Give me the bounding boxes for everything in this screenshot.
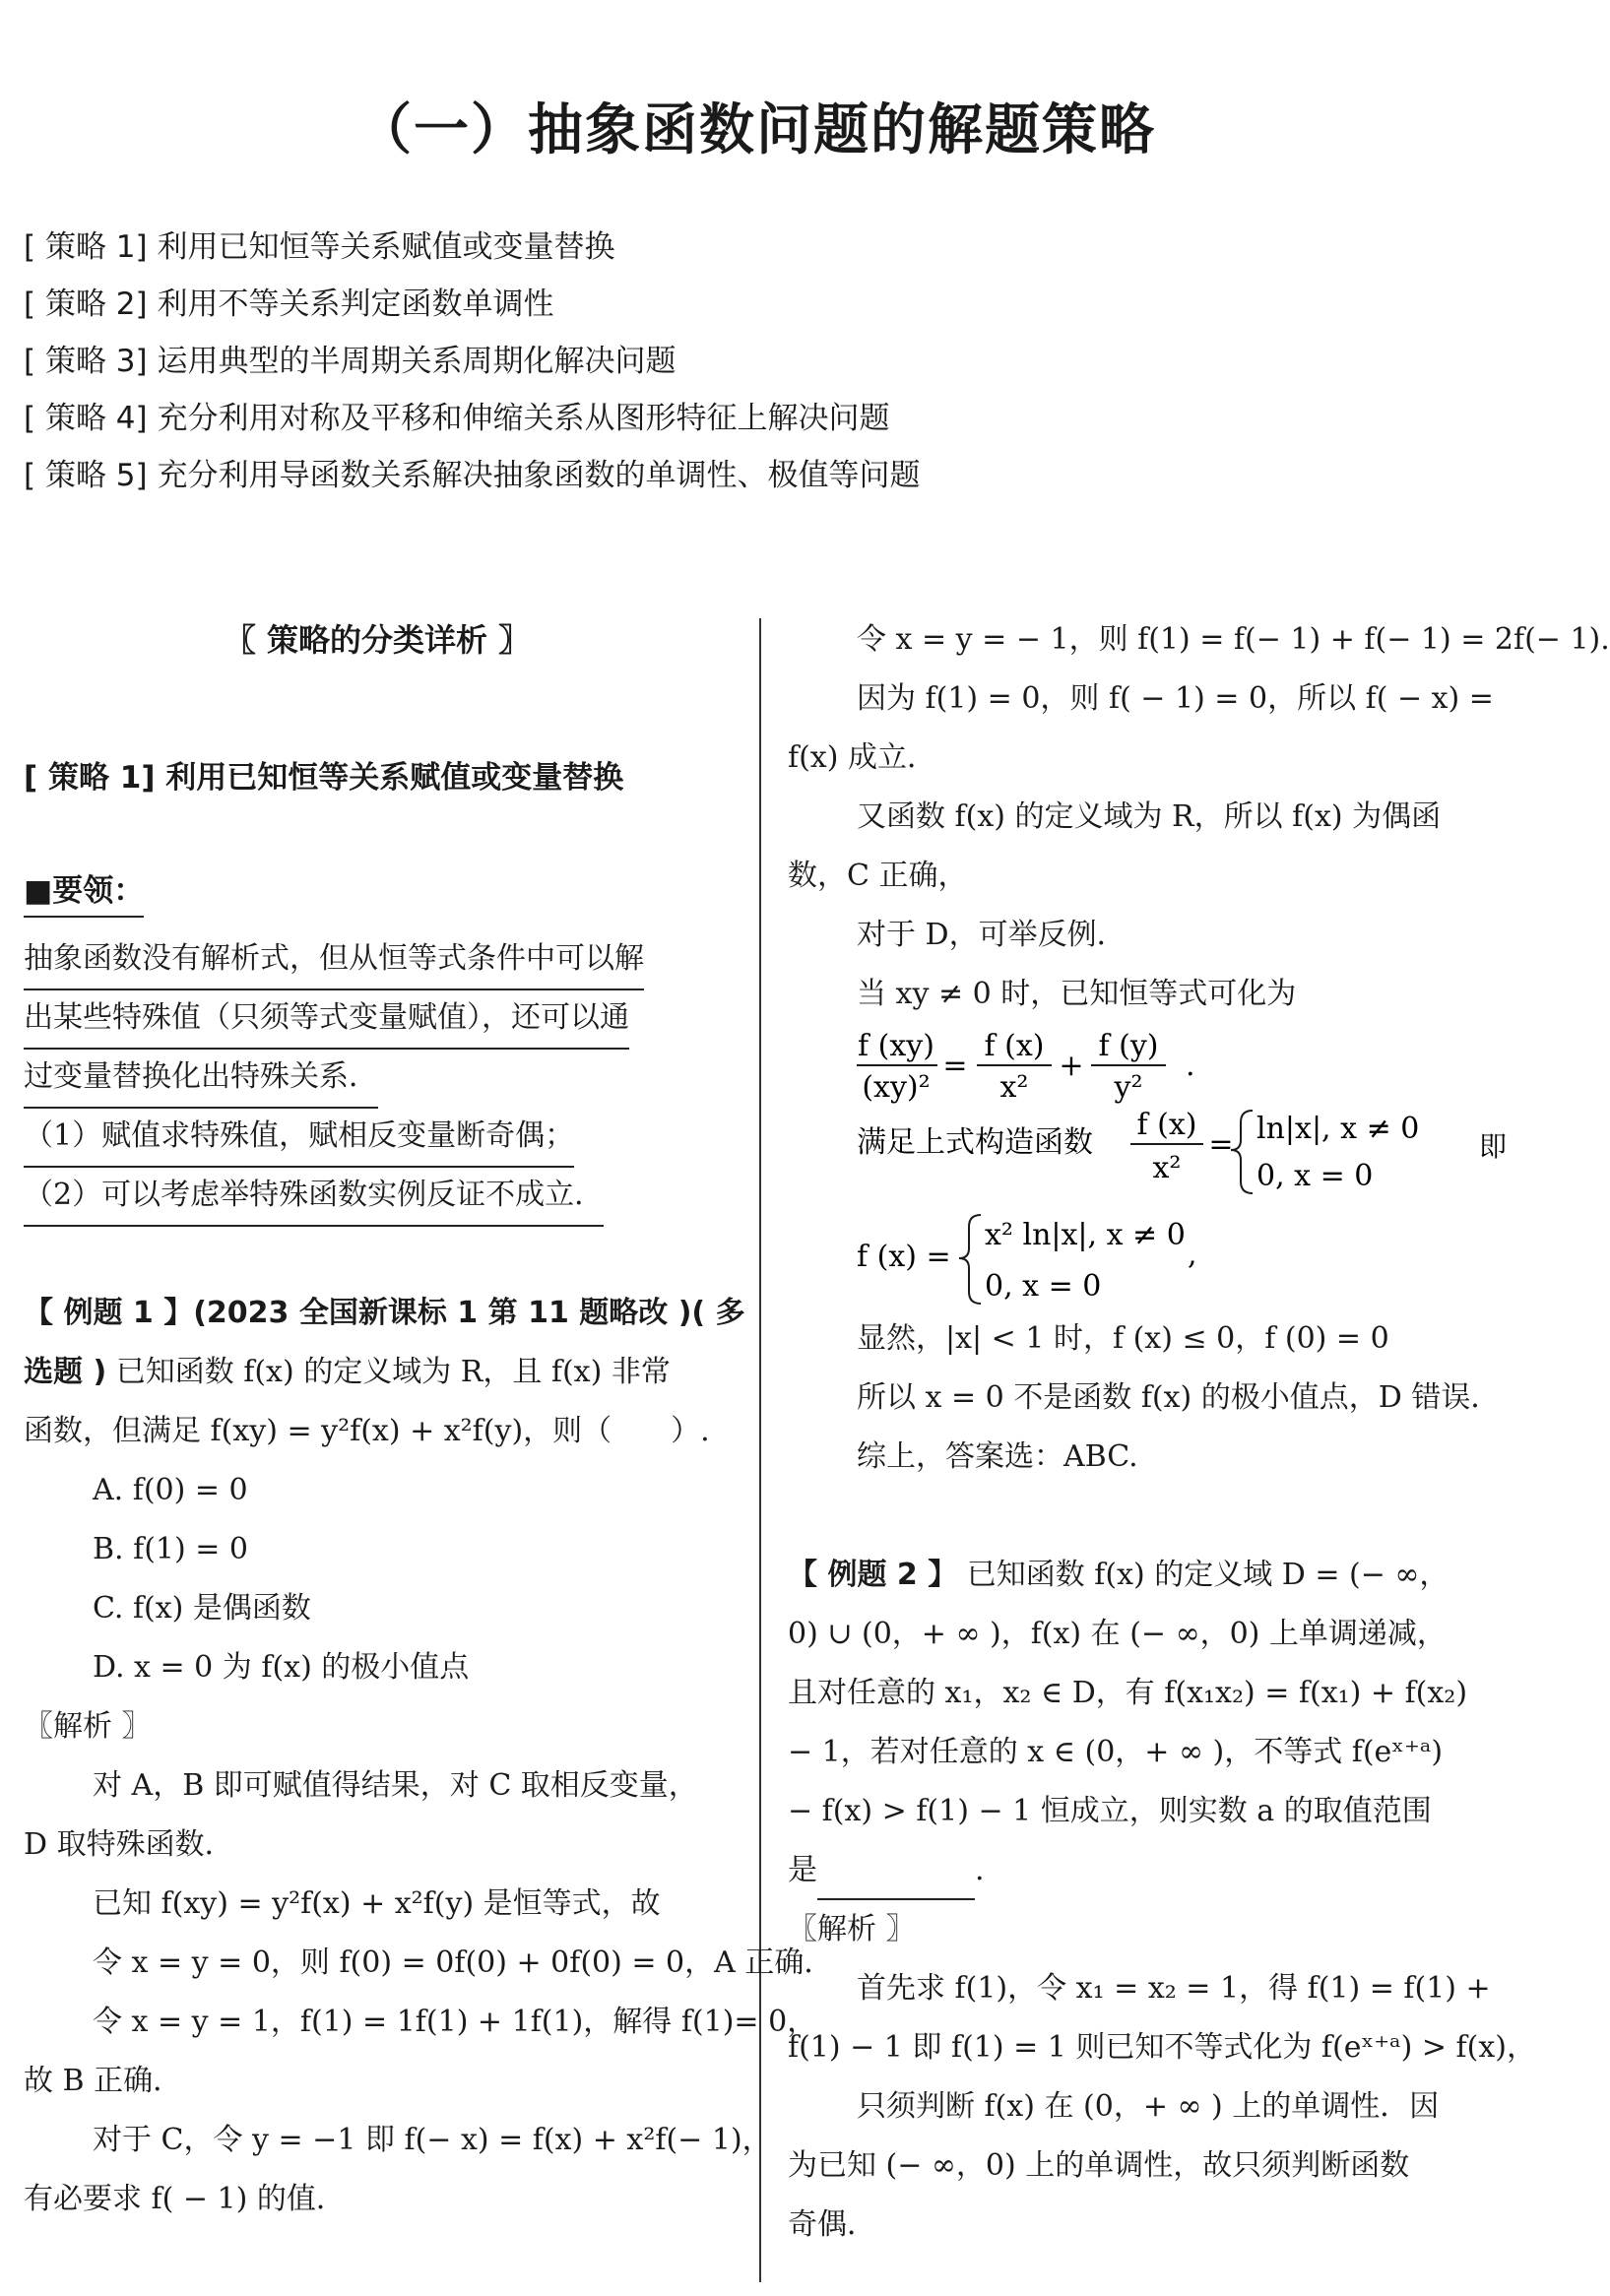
f-definition-formula: [857, 1205, 1564, 1309]
example2-line: [788, 1546, 1495, 1605]
piece-case-2: 0, x = 0: [1256, 1159, 1374, 1193]
key-point-line: 出某些特殊值（只须等式变量赋值），还可以通: [24, 989, 629, 1050]
f-def-lhs: f (x) =: [857, 1240, 951, 1274]
example1-line: [24, 1343, 731, 1402]
analysis-line: 令 x = y = 1，f(1) = 1f(1) + 1f(1)，解得 f(1)= 0，: [93, 2005, 817, 2039]
strategy-list: [24, 219, 920, 504]
left-brace: [1231, 1111, 1253, 1193]
choice-c: C. f(x) 是偶函数: [93, 1591, 311, 1626]
analysis-label: 〖解析 〗: [24, 1709, 152, 1744]
example2-text: 已知函数 f(x) 的定义域 D = (− ∞，: [957, 1558, 1449, 1592]
solution-line: 显然，|x| < 1 时，f (x) ≤ 0，f (0) = 0: [857, 1321, 1389, 1356]
analysis-label: 〖解析 〗: [788, 1912, 916, 1946]
strategy-item: [ 策略 4] 充分利用对称及平移和伸缩关系从图形特征上解决问题: [24, 401, 890, 436]
example1-label: 【 例题 1 】(2023 全国新课标 1 第 11 题略改 )( 多: [24, 1296, 745, 1330]
example1-label-cont: 选题 ): [24, 1355, 107, 1389]
analysis-line: 已知 f(xy) = y²f(x) + x²f(y) 是恒等式，故: [93, 1886, 661, 1921]
example2-line: 且对任意的 x₁，x₂ ∈ D，有 f(x₁x₂) = f(x₁) + f(x₂): [788, 1676, 1468, 1710]
choice-d: D. x = 0 为 f(x) 的极小值点: [93, 1650, 470, 1685]
construct-numerator: f (x): [1136, 1108, 1197, 1142]
key-points-label: ■要领：: [24, 866, 144, 918]
solution-line: 对于 D，可举反例．: [857, 918, 1127, 952]
f-piece-case-2: 0, x = 0: [985, 1269, 1102, 1304]
solution-line: 综上，答案选：ABC.: [857, 1439, 1138, 1474]
analysis-line: f(1) − 1 即 f(1) = 1 则已知不等式化为 f(eˣ⁺ᵃ) > f(x)，: [788, 2030, 1536, 2065]
example2-line: − f(x) > f(1) − 1 恒成立，则实数 a 的取值范围: [788, 1794, 1432, 1828]
key-point-line: 抽象函数没有解析式，但从恒等式条件中可以解: [24, 929, 644, 990]
analysis-line: 对 A，B 即可赋值得结果，对 C 取相反变量，: [93, 1768, 698, 1803]
right-column: [788, 610, 1610, 2255]
solution-line: f(x) 成立．: [788, 740, 936, 775]
analysis-line: 有必要求 f( − 1) 的值．: [24, 2182, 346, 2216]
construct-function-formula: [857, 1105, 1564, 1199]
formula-term2-numerator: f (y): [1098, 1029, 1159, 1063]
formula-lhs-numerator: f (xy): [858, 1029, 934, 1063]
example2-last-suffix: .: [975, 1853, 985, 1887]
key-point-line: （2）可以考虑举特殊函数实例反证不成立．: [24, 1166, 604, 1227]
formula-term1-numerator: f (x): [984, 1029, 1045, 1063]
left-brace: [959, 1215, 981, 1304]
analysis-line: 只须判断 f(x) 在 (0，+ ∞ ) 上的单调性．因: [857, 2089, 1440, 2124]
solution-line: 因为 f(1) = 0，则 f( − 1) = 0，所以 f( − x) =: [857, 681, 1494, 716]
solution-line: 所以 x = 0 不是函数 f(x) 的极小值点，D 错误．: [857, 1380, 1501, 1415]
analysis-line: 奇偶．: [788, 2207, 876, 2242]
example1-heading: [24, 1284, 745, 1343]
analysis-line: 为已知 (− ∞，0) 上的单调性，故只须判断函数: [788, 2148, 1410, 2183]
f-piece-case-1: x² ln|x|, x ≠ 0: [985, 1218, 1186, 1252]
strategy-item: [ 策略 3] 运用典型的半周期关系周期化解决问题: [24, 344, 676, 379]
left-column: [24, 610, 834, 2229]
example1-line: 函数，但满足 f(xy) = y²f(x) + x²f(y)，则（ ）.: [24, 1414, 710, 1448]
solution-line: 当 xy ≠ 0 时，已知恒等式可化为: [857, 977, 1297, 1011]
analysis-line: 故 B 正确．: [24, 2064, 183, 2098]
analysis-line: D 取特殊函数．: [24, 1827, 234, 1862]
formula-end: .: [1186, 1049, 1195, 1083]
analysis-line: 令 x = y = 0，则 f(0) = 0f(0) + 0f(0) = 0，A 正确．: [93, 1945, 834, 1980]
example2-last-prefix: 是: [788, 1853, 817, 1887]
construct-prefix: 满足上式构造函数: [857, 1125, 1093, 1160]
construct-suffix: 即: [1479, 1130, 1508, 1163]
key-point-line: 过变量替换化出特殊关系．: [24, 1048, 378, 1109]
formula-lhs-denominator: (xy)²: [862, 1070, 931, 1105]
solution-line: 数，C 正确，: [788, 859, 968, 893]
identity-formula: [857, 1024, 1564, 1105]
example2-line: − 1，若对任意的 x ∈ (0，+ ∞ )，不等式 f(eˣ⁺ᵃ): [788, 1735, 1444, 1769]
construct-equals: =: [1208, 1127, 1234, 1162]
formula-plus: +: [1059, 1049, 1084, 1083]
solution-line: 又函数 f(x) 的定义域为 R，所以 f(x) 为偶函: [857, 799, 1442, 834]
example1-text: 已知函数 f(x) 的定义域为 R，且 f(x) 非常: [106, 1355, 671, 1389]
strategy-item: [ 策略 5] 充分利用导函数关系解决抽象函数的单调性、极值等问题: [24, 458, 921, 493]
key-point-line: （1）赋值求特殊值，赋相反变量断奇偶；: [24, 1107, 574, 1168]
strategy-item: [ 策略 2] 利用不等关系判定函数单调性: [24, 287, 554, 322]
formula-term2-denominator: y²: [1114, 1070, 1143, 1105]
example2-line: 0) ∪ (0，+ ∞ )，f(x) 在 (− ∞，0) 上单调递减，: [788, 1617, 1447, 1651]
f-def-end: ,: [1188, 1238, 1197, 1272]
formula-term1-denominator: x²: [999, 1070, 1029, 1105]
example2-label: 【 例题 2 】: [788, 1558, 958, 1592]
solution-line: 令 x = y = − 1，则 f(1) = f(− 1) + f(− 1) = 2f(− 1).: [857, 622, 1610, 657]
page-title: （一）抽象函数问题的解题策略: [356, 98, 1156, 162]
section-heading: 〖 策略的分类详析 〗: [224, 621, 531, 659]
choice-b: B. f(1) = 0: [93, 1532, 249, 1566]
analysis-line: 首先求 f(1)，令 x₁ = x₂ = 1，得 f(1) = f(1) +: [857, 1971, 1491, 2006]
piece-case-1: ln|x|, x ≠ 0: [1256, 1112, 1420, 1146]
choice-a: A. f(0) = 0: [93, 1473, 248, 1507]
strategy1-heading: [ 策略 1] 利用已知恒等关系赋值或变量替换: [24, 760, 624, 796]
strategy-item: [ 策略 1] 利用已知恒等关系赋值或变量替换: [24, 229, 615, 265]
example2-line: [788, 1841, 1495, 1900]
analysis-line: 对于 C，令 y = −1 即 f(− x) = f(x) + x²f(− 1)，: [93, 2123, 772, 2157]
construct-denominator: x²: [1152, 1151, 1182, 1185]
answer-blank: [817, 1869, 975, 1900]
formula-equals: =: [942, 1049, 968, 1083]
